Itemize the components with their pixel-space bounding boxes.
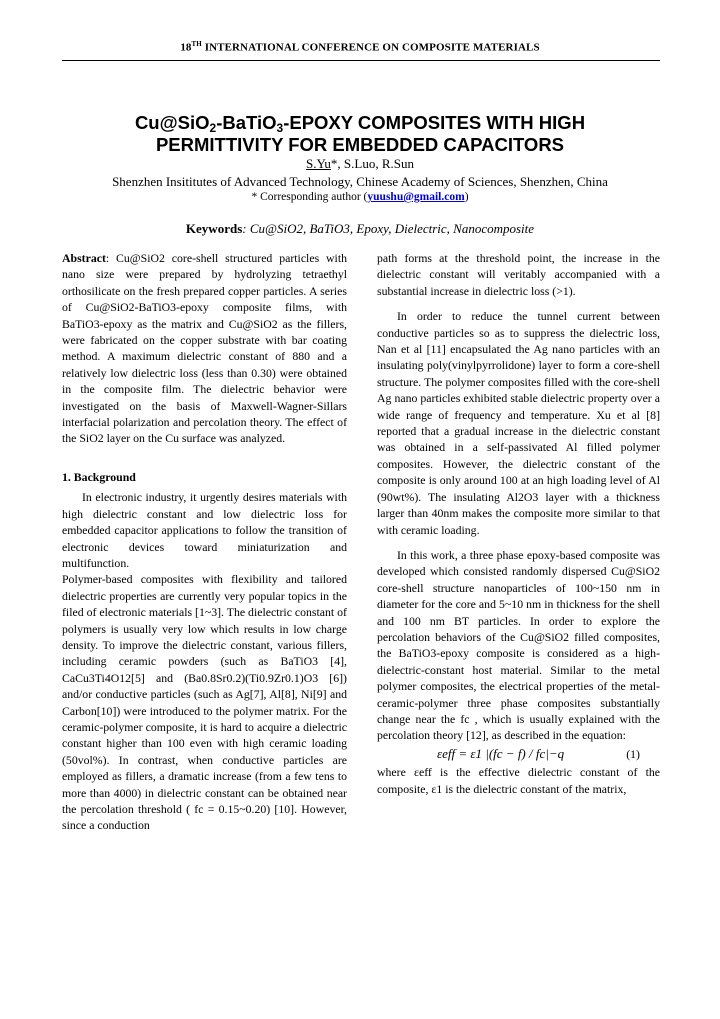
title-subscript: 2	[209, 121, 217, 135]
right-paragraph-3: In this work, a three phase epoxy-based composite was developed which consisted randomly dispersed Cu@SiO2 core-shell structure nanoparticles of 100~150 nm in diameter for the core and 5~10 nm in thickness for the shell and 100 nm BT particles. In order to explore the percolation behaviors of the Cu@SiO2 filled composites, the BaTiO3-epoxy composite is considered as a high-dielectric-constant host material. Similar to the metal polymer composites, the electrical properties of the metal-ceramic-polymer three phase composites substantially change near the fc , which is usually explained with the percolation theory [12], as described in the equation:	[377, 547, 660, 743]
conference-name: INTERNATIONAL CONFERENCE ON COMPOSITE MATERIALS	[201, 41, 540, 54]
section-heading-background: 1. Background	[62, 469, 136, 484]
header-rule	[62, 60, 660, 61]
abstract-text: : Cu@SiO2 core-shell structured particles with nano size were prepared by hydrolyzing tetraethyl orthosilicate on the fresh prepared copper particles. A series of Cu@SiO2-BaTiO3-epoxy composite films, with BaTiO3-epoxy as the matrix and Cu@SiO2 as the fillers, were fabricated on the copper substrate with bar coating method. A maximum dielectric constant of 880 and a relatively low dielectric loss (less than 0.30) were obtained in the composite film. The dielectric behavior were investigated on the basis of Maxwell-Wagner-Sillars interfacial polarization and percolation theory. The effect of the SiO2 layer on the Cu surface was analyzed.	[62, 251, 347, 446]
title-subscript: 3	[276, 121, 284, 135]
affiliation: Shenzhen Insititutes of Advanced Technology, Chinese Academy of Sciences, Shenzhen, China	[112, 174, 608, 189]
left-column	[62, 250, 347, 834]
corresponding-suffix: )	[464, 191, 469, 203]
abstract	[62, 250, 347, 447]
equation-number: (1)	[626, 746, 640, 761]
title-part: Cu@SiO	[134, 112, 210, 133]
conference-header	[0, 40, 720, 54]
right-paragraph-2: In order to reduce the tunnel current between conductive particles so as to suppress the dielectric loss, Nan et al [11] encapsulated the Ag nano particles with an insulating poly(vinylpyrrolidone) layer to form a core-shell structure. The polymer composites filled with the core-shell Ag nano particles exhibited stable dielectric property over a wide range of frequency and temperature. Xu et al [8] reported that a gradual increase in the dielectric constant was obtained in a self-passivated Al filled polymer composites. However, the dielectric constant of the composite is only around 100 at an high loading level of Al (90wt%). The insulating Al2O3 layer with a thickness larger than 40nm makes the composite more similar to that with ceramic loading.	[377, 309, 660, 537]
background-paragraph-2: Polymer-based composites with flexibility and tailored dielectric properties are currently very popular topics in the filed of electronic materials [1~3]. The dielectric constant of polymers is usually very low which results in low charge density. To improve the dielectric constant, various fillers, including ceramic powders (such as BaTiO3 [4], CaCu3Ti4O12[5] and (Ba0.8Sr0.2)(Ti0.9Zr0.1)O3 [6]) and/or conductive particles (such as Ag[7], Al[8], Ni[9] and Carbon[10]) were introduced to the polymer matrix. For the ceramic-polymer composite, it is hard to acquire a dielectric constant higher than 100 even with high ceramic loading (50vol%). In contrast, when conductive particles are employed as fillers, a dramatic increase (from a few tens to more than 4000) in dielectric constant can be obtained near the percolation threshold ( fc = 0.15~0.20) [10]. However, since a conduction	[62, 572, 347, 833]
title-part: -BaTiO	[216, 112, 277, 133]
email-link[interactable]: yuushu@gmail.com	[367, 191, 465, 203]
keywords-label: Keywords	[185, 221, 243, 236]
other-authors: *, S.Luo, R.Sun	[330, 156, 414, 171]
paper-title	[40, 112, 680, 156]
authors	[0, 156, 720, 172]
background-paragraph-1: In electronic industry, it urgently desires materials with high dielectric constant and low dielectric loss for embedded capacitor applications to follow the transition of electronic devices toward miniaturization and multifunction.	[62, 490, 347, 570]
conference-number: 18	[180, 41, 192, 54]
equation-formula: εeff = ε1 |(fc − f) / fc|−q	[437, 745, 565, 761]
title-line-2: PERMITTIVITY FOR EMBEDDED CAPACITORS	[155, 134, 565, 155]
equation-1	[377, 746, 660, 762]
corresponding-author	[0, 191, 720, 203]
conference-ordinal: TH	[191, 40, 202, 48]
right-paragraph-4: where εeff is the effective dielectric constant of the composite, ε1 is the dielectric constant of the matrix,	[377, 765, 660, 796]
right-paragraph-1: path forms at the threshold point, the increase in the dielectric constant will veritably accompanied with a substantial increase in dielectric loss (>1).	[377, 251, 660, 298]
keywords	[0, 221, 720, 237]
keywords-text: : Cu@SiO2, BaTiO3, Epoxy, Dielectric, Nanocomposite	[242, 221, 535, 236]
first-author: S.Yu	[305, 156, 331, 171]
corresponding-prefix: * Corresponding author (	[251, 191, 368, 203]
abstract-label: Abstract	[62, 251, 106, 265]
title-part: -EPOXY COMPOSITES WITH HIGH	[283, 112, 586, 133]
right-column	[377, 250, 660, 797]
